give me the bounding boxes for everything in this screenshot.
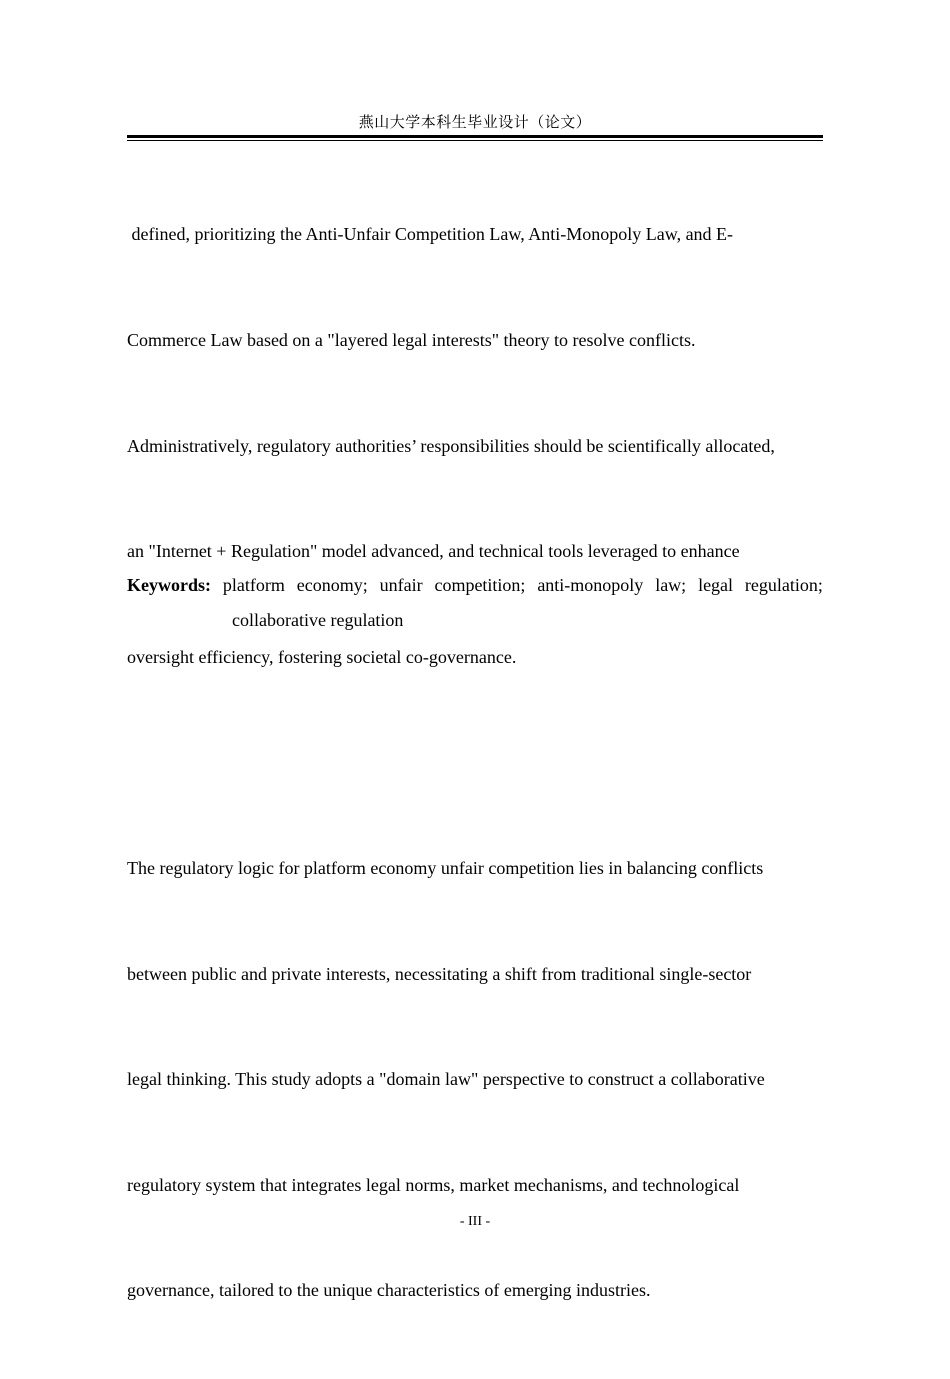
abstract-paragraph: [127, 147, 827, 745]
text-line: Administratively, regulatory authorities’ responsibilities should be scientifically allocated,: [127, 435, 775, 456]
text-line: defined, prioritizing the Anti-Unfair Competition Law, Anti-Monopoly Law, and E-: [127, 224, 734, 245]
text-line: Commerce Law based on a "layered legal interests" theory to resolve conflicts.: [127, 330, 696, 351]
keywords-line: [127, 568, 823, 603]
text-line: oversight efficiency, fostering societal co-governance.: [127, 646, 517, 667]
keyword-word: regulation;: [744, 575, 823, 595]
page-number: - III -: [459, 1214, 491, 1229]
text-line: between public and private interests, necessitating a shift from traditional single-sector: [127, 963, 752, 984]
text-line: The regulatory logic for platform economy unfair competition lies in balancing conflicts: [127, 858, 764, 879]
keywords-section: [127, 568, 823, 638]
abstract-body: [127, 147, 827, 1379]
keyword-word: platform: [222, 575, 285, 595]
keyword-word: economy;: [296, 575, 368, 595]
text-line: legal thinking. This study adopts a "domain law" perspective to construct a collaborative: [127, 1069, 765, 1090]
text-line: governance, tailored to the unique characteristics of emerging industries.: [127, 1280, 651, 1301]
keyword-word: legal: [698, 575, 734, 595]
keyword-word: unfair: [379, 575, 423, 595]
keyword-word: law;: [655, 575, 687, 595]
abstract-paragraph: [127, 781, 827, 1379]
header-title: 燕山大学本科生毕业设计（论文）: [358, 113, 592, 131]
keywords-continuation: collaborative regulation: [232, 610, 404, 631]
page-header: [127, 112, 823, 141]
text-line: regulatory system that integrates legal norms, market mechanisms, and technological: [127, 1174, 740, 1195]
keyword-word: anti-monopoly: [537, 575, 644, 595]
paragraph-spacer: [127, 745, 827, 780]
keyword-word: competition;: [434, 575, 526, 595]
text-line: an "Internet + Regulation" model advanced, and technical tools leveraged to enhance: [127, 541, 740, 562]
header-double-rule: [127, 135, 823, 141]
keywords-label: Keywords:: [127, 575, 211, 595]
